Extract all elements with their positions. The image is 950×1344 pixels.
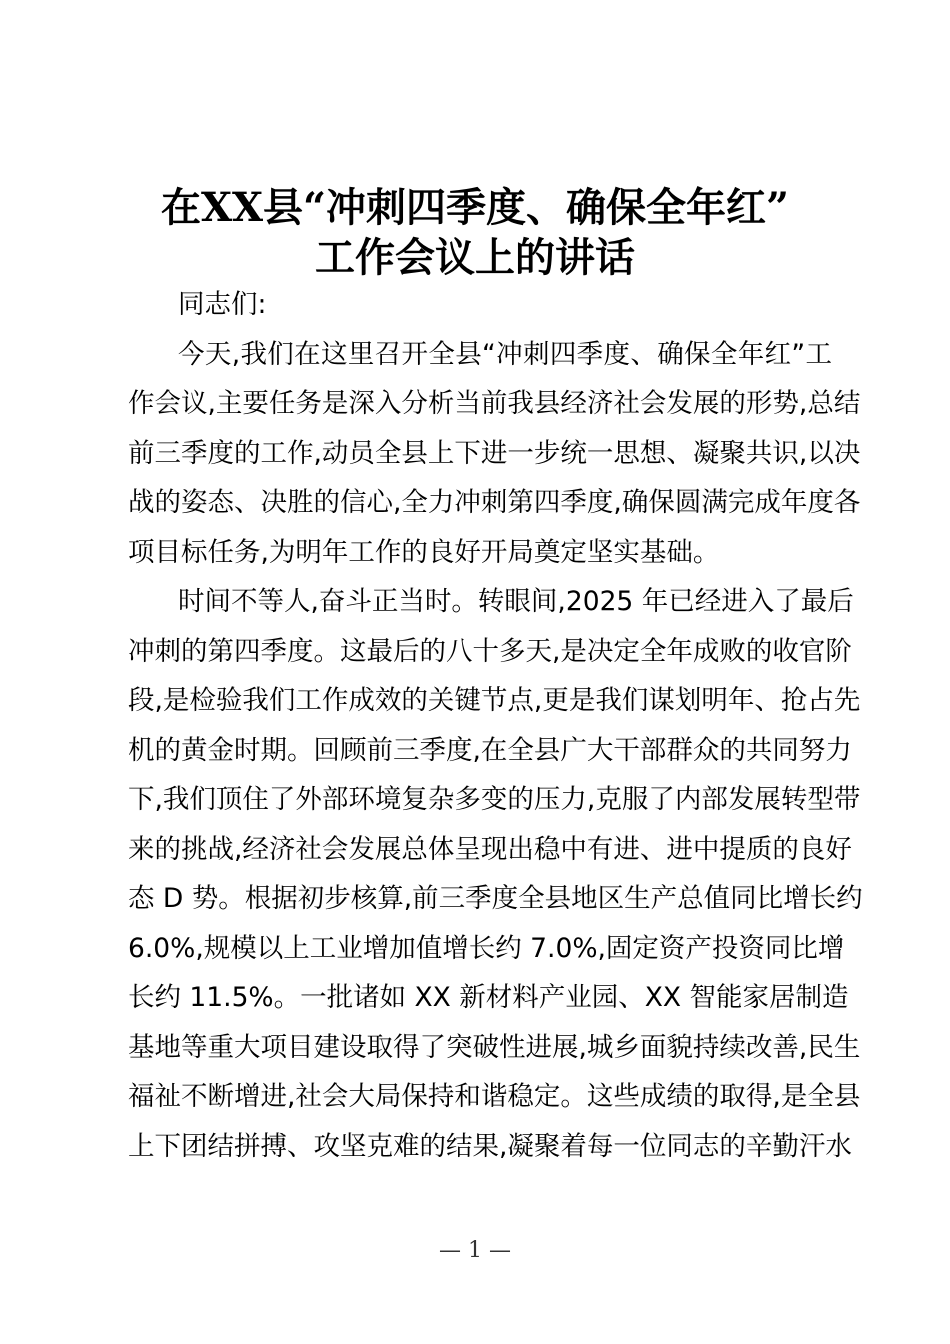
paragraph-line: 来的挑战,经济社会发展总体呈现出稳中有进、进中提质的良好 <box>128 833 852 865</box>
page-number: — 1 — <box>439 1238 511 1263</box>
paragraph-line: 基地等重大项目建设取得了突破性进展,城乡面貌持续改善,民生 <box>128 1031 861 1063</box>
paragraph-line: 长约 11.5%。一批诸如 XX 新材料产业园、XX 智能家居制造 <box>128 982 849 1013</box>
paragraph-line: 今天,我们在这里召开全县“冲刺四季度、确保全年红”工 <box>178 338 832 370</box>
document-title-line-2: 工作会议上的讲话 <box>315 234 635 281</box>
paragraph-line: 作会议,主要任务是深入分析当前我县经济社会发展的形势,总结 <box>128 388 861 419</box>
paragraph-line: 态 D 势。根据初步核算,前三季度全县地区生产总值同比增长约 <box>128 883 863 914</box>
paragraph-line: 上下团结拼搏、攻坚克难的结果,凝聚着每一位同志的辛勤汗水 <box>128 1130 852 1162</box>
paragraph-line: 福祉不断增进,社会大局保持和谐稳定。这些成绩的取得,是全县 <box>128 1081 861 1112</box>
paragraph-line: 段,是检验我们工作成效的关键节点,更是我们谋划明年、抢占先 <box>128 685 861 716</box>
paragraph-line: 时间不等人,奋斗正当时。转眼间,2025 年已经进入了最后 <box>178 586 854 617</box>
paragraph-line: 前三季度的工作,动员全县上下进一步统一思想、凝聚共识,以决 <box>128 437 861 469</box>
paragraph-line: 项目标任务,为明年工作的良好开局奠定坚实基础。 <box>128 536 720 568</box>
salutation: 同志们: <box>178 289 267 320</box>
paragraph-line: 下,我们顶住了外部环境复杂多变的压力,克服了内部发展转型带 <box>128 784 861 815</box>
paragraph-line: 战的姿态、决胜的信心,全力冲刺第四季度,确保圆满完成年度各 <box>128 487 861 518</box>
paragraph-line: 机的黄金时期。回顾前三季度,在全县广大干部群众的共同努力 <box>128 734 852 766</box>
document-title-line-1: 在XX县“冲刺四季度、确保全年红” <box>160 184 790 231</box>
paragraph-line: 冲刺的第四季度。这最后的八十多天,是决定全年成败的收官阶 <box>128 635 852 667</box>
paragraph-line: 6.0%,规模以上工业增加值增长约 7.0%,固定资产投资同比增 <box>128 932 845 964</box>
